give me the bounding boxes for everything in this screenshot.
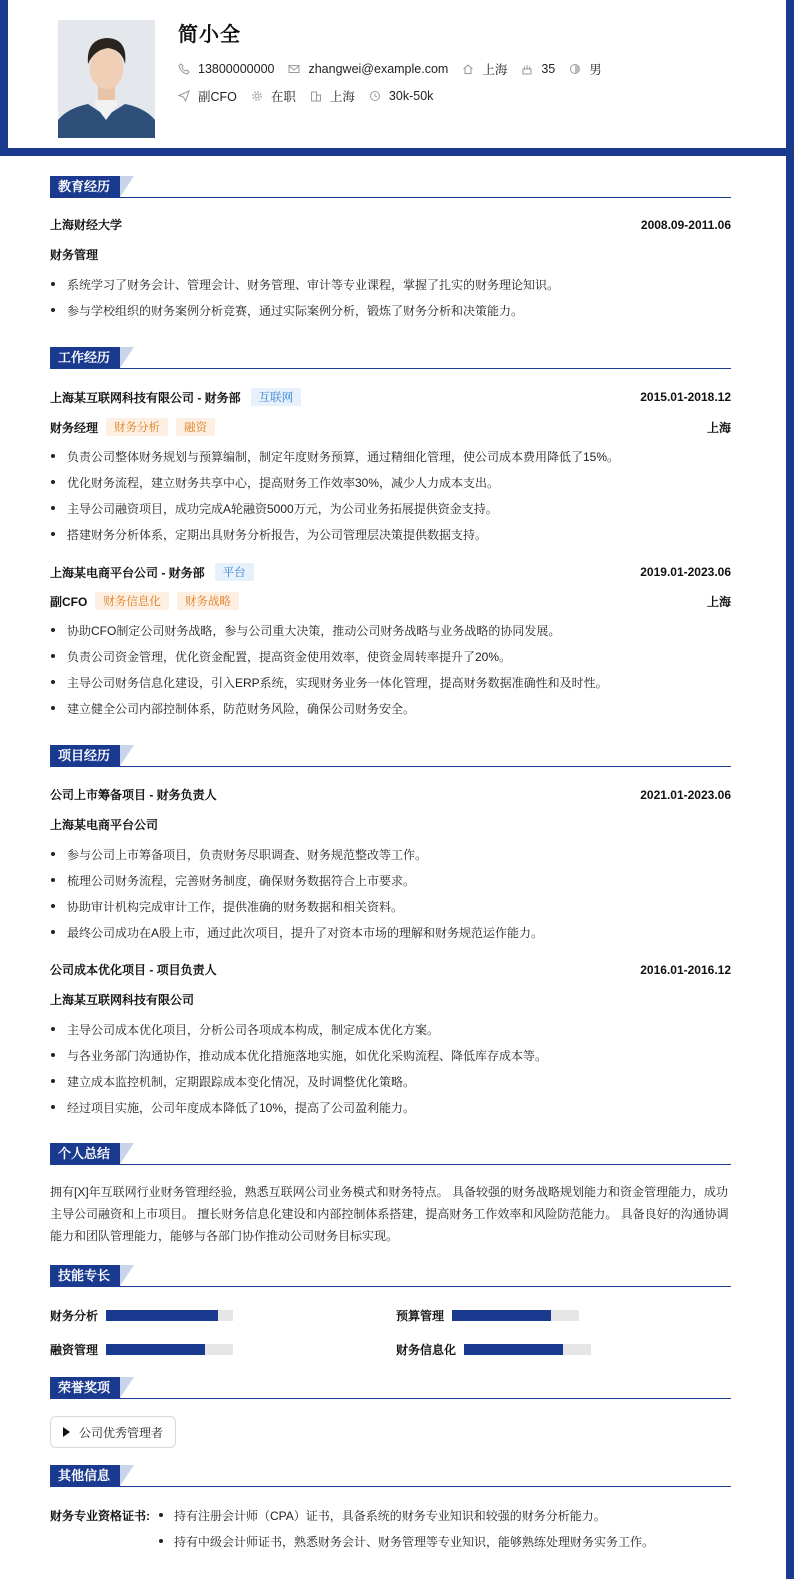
status-item (251, 87, 296, 105)
section-title-skills: 技能专长 (50, 1265, 120, 1286)
project-period: 2016.01-2016.12 (640, 962, 731, 977)
work-bullet: 建立健全公司内部控制体系，防范财务风险，确保公司财务安全。 (50, 700, 731, 717)
section-other (50, 1465, 731, 1487)
section-summary (50, 1143, 731, 1165)
salary-range: 30k-50k (388, 89, 434, 103)
industry-tag: 互联网 (251, 388, 302, 406)
project-company: 上海某互联网科技有限公司 (50, 993, 195, 1007)
certificate-label: 财务专业资格证书: (50, 1509, 150, 1523)
work-role-row (50, 418, 731, 436)
skill-bar-fill (452, 1310, 551, 1321)
gear-icon (251, 90, 263, 102)
education-bullet: 系统学习了财务会计、管理会计、财务管理、审计等专业课程，掌握了扎实的财务理论知识。 (50, 276, 731, 293)
education-bullet: 参与学校组织的财务案例分析竞赛，通过实际案例分析，锻炼了财务分析和决策能力。 (50, 302, 731, 319)
education-period: 2008.09-2011.06 (640, 217, 731, 232)
work-period: 2019.01-2023.06 (640, 565, 731, 579)
home-icon (462, 63, 474, 75)
job-title: 副CFO (50, 594, 88, 609)
cake-icon (521, 63, 533, 75)
project-name: 公司上市筹备项目 - 财务负责人 (50, 788, 217, 802)
project-bullet: 建立成本监控机制，定期跟踪成本变化情况，及时调整优化策略。 (50, 1073, 731, 1090)
location: 上海 (482, 63, 508, 77)
building-icon (310, 90, 322, 102)
section-title-other: 其他信息 (50, 1465, 120, 1486)
certificate-item: 持有中级会计师证书，熟悉财务会计、财务管理等专业知识，能够熟练处理财务实务工作。 (158, 1533, 654, 1550)
work-city: 上海 (706, 594, 731, 609)
section-awards (50, 1377, 731, 1399)
skill-name: 财务分析 (50, 1309, 99, 1323)
phone-item (178, 62, 274, 76)
work-header (50, 563, 731, 581)
job-title: 财务经理 (50, 420, 99, 435)
skill-bar-fill (106, 1344, 205, 1355)
work-period: 2015.01-2018.12 (640, 390, 731, 404)
work-bullet: 主导公司融资项目，成功完成A轮融资5000万元，为公司业务拓展提供资金支持。 (50, 500, 731, 517)
email-item (288, 62, 448, 76)
work-bullet: 负责公司整体财务规划与预算编制，制定年度财务预算，通过精细化管理，使公司成本费用降低了15%。 (50, 448, 731, 465)
page-frame-right (786, 156, 794, 1579)
phone-number: 13800000000 (198, 62, 275, 76)
mail-icon (288, 63, 300, 75)
work-bullet: 优化财务流程，建立财务共享中心，提高财务工作效率30%，减少人力成本支出。 (50, 474, 731, 491)
target-city: 上海 (329, 90, 355, 104)
salary-item (369, 89, 433, 103)
work-city: 上海 (706, 420, 731, 435)
project-bullet: 参与公司上市筹备项目，负责财务尽职调查、财务规范整改等工作。 (50, 846, 731, 863)
gender-icon (569, 63, 581, 75)
work-bullet: 协助CFO制定公司财务战略，参与公司重大决策，推动公司财务战略与业务战略的协同发展。 (50, 622, 731, 639)
gender: 男 (589, 63, 602, 77)
certificate-item: 持有注册会计师（CPA）证书，具备系统的财务专业知识和较强的财务分析能力。 (158, 1507, 606, 1524)
section-title-summary: 个人总结 (50, 1143, 120, 1164)
work-role-row (50, 592, 731, 610)
gender-item (569, 60, 602, 78)
summary-line: 主导公司融资和上市项目。 擅长财务信息化建设和内部控制体系搭建，提高财务工作效率和风险防范能力。 具备良好的沟通协调 (50, 1207, 729, 1221)
education-header (50, 216, 731, 233)
section-education (50, 176, 731, 198)
project-header (50, 961, 731, 978)
skill-bar (464, 1344, 591, 1355)
age: 35 (541, 62, 556, 76)
company-name: 上海某互联网科技有限公司 - 财务部 (50, 390, 241, 405)
skill-bar-fill (106, 1310, 218, 1321)
project-header (50, 786, 731, 803)
section-title-projects: 项目经历 (50, 745, 120, 766)
section-title-work: 工作经历 (50, 347, 120, 368)
award-item[interactable] (50, 1416, 176, 1448)
candidate-name: 简小全 (178, 24, 241, 46)
industry-tag: 平台 (215, 563, 254, 581)
clock-icon (369, 90, 381, 102)
skill-tag: 财务信息化 (95, 592, 169, 610)
project-bullet: 主导公司成本优化项目，分析公司各项成本构成，制定成本优化方案。 (50, 1021, 731, 1038)
location-item (462, 60, 507, 78)
summary-line: 能力和团队管理能力，能够与各部门协作推动公司财务目标实现。 (50, 1229, 399, 1243)
project-bullet: 梳理公司财务流程，完善财务制度，确保财务数据符合上市要求。 (50, 872, 731, 889)
skill-item (50, 1341, 233, 1358)
phone-icon (178, 63, 190, 75)
award-name: 公司优秀管理者 (79, 1425, 164, 1440)
email-address: zhangwei@example.com (308, 62, 449, 76)
skill-tag: 财务分析 (106, 418, 168, 436)
project-bullet: 最终公司成功在A股上市，通过此次项目，提升了对资本市场的理解和财务规范运作能力。 (50, 924, 731, 941)
project-period: 2021.01-2023.06 (640, 787, 731, 802)
skill-item (396, 1307, 579, 1324)
section-title-awards: 荣誉奖项 (50, 1377, 120, 1398)
play-icon (63, 1427, 70, 1437)
avatar (58, 20, 155, 138)
skill-tag: 财务战略 (177, 592, 239, 610)
project-name: 公司成本优化项目 - 项目负责人 (50, 963, 217, 977)
skill-bar (106, 1344, 233, 1355)
target-position-item (178, 87, 237, 105)
profile-photo (58, 20, 155, 138)
skill-name: 融资管理 (50, 1343, 99, 1357)
major: 财务管理 (50, 248, 99, 262)
project-bullet: 经过项目实施，公司年度成本降低了10%，提高了公司盈利能力。 (50, 1099, 731, 1116)
skill-item (50, 1307, 233, 1324)
send-icon (178, 90, 190, 102)
section-skills (50, 1265, 731, 1287)
work-bullet: 负责公司资金管理，优化资金配置，提高资金使用效率，使资金周转率提升了20%。 (50, 648, 731, 665)
work-bullet: 搭建财务分析体系，定期出具财务分析报告，为公司管理层决策提供数据支持。 (50, 526, 731, 543)
skill-bar (452, 1310, 579, 1321)
skill-name: 预算管理 (396, 1309, 445, 1323)
employment-status: 在职 (270, 90, 296, 104)
work-bullet: 主导公司财务信息化建设，引入ERP系统，实现财务业务一体化管理，提高财务数据准确性和及时性。 (50, 674, 731, 691)
project-company-row (50, 816, 731, 833)
target-city-item (310, 87, 355, 105)
section-projects (50, 745, 731, 767)
project-bullet: 与各业务部门沟通协作，推动成本优化措施落地实施，如优化采购流程、降低库存成本等。 (50, 1047, 731, 1064)
contact-row (178, 60, 616, 78)
age-item (521, 62, 555, 76)
summary-line: 拥有[X]年互联网行业财务管理经验，熟悉互联网公司业务模式和财务特点。 具备较强的财务战略规划能力和资金管理能力，成功 (50, 1185, 729, 1199)
project-company-row (50, 991, 731, 1008)
skill-bar-fill (464, 1344, 563, 1355)
school-name: 上海财经大学 (50, 218, 123, 232)
work-header (50, 388, 731, 406)
section-work (50, 347, 731, 369)
job-intent-row (178, 87, 447, 105)
project-company: 上海某电商平台公司 (50, 818, 159, 832)
target-position: 副CFO (198, 90, 237, 104)
company-name: 上海某电商平台公司 - 财务部 (50, 565, 205, 580)
resume-header (8, 0, 786, 148)
summary-text (50, 1181, 731, 1247)
section-title-education: 教育经历 (50, 176, 120, 197)
skill-tag: 融资 (176, 418, 215, 436)
skill-name: 财务信息化 (396, 1343, 457, 1357)
skill-bar (106, 1310, 233, 1321)
project-bullet: 协助审计机构完成审计工作，提供准确的财务数据和相关资料。 (50, 898, 731, 915)
skill-item (396, 1341, 591, 1358)
education-major-row (50, 246, 731, 263)
